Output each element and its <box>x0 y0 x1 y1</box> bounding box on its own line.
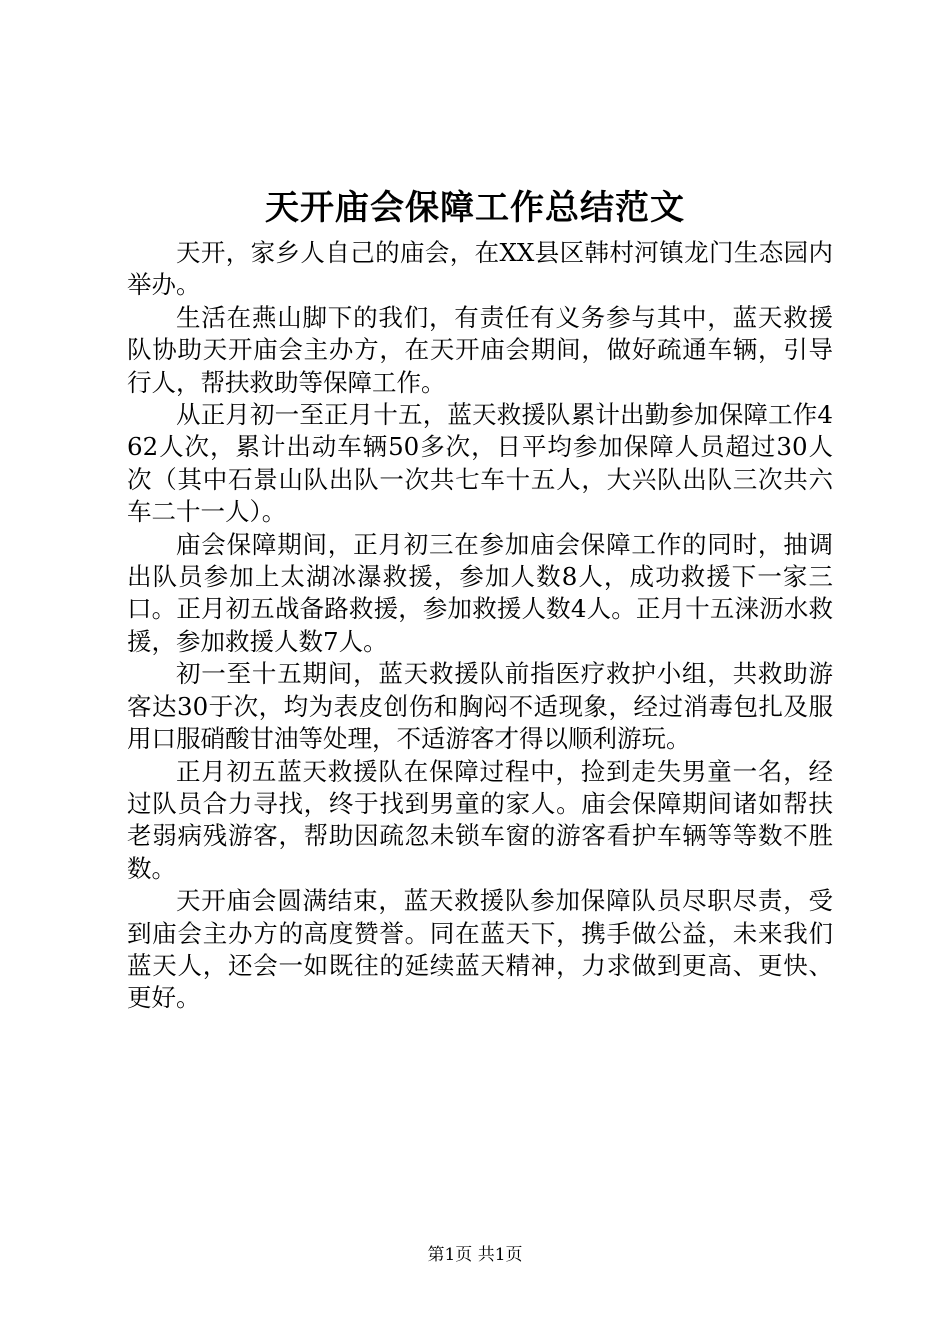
paragraph-2: 生活在燕山脚下的我们，有责任有义务参与其中，蓝天救援队协助天开庙会主办方，在天开庙会期间，做好疏通车辆，引导行人，帮扶救助等保障工作。 <box>127 302 833 397</box>
paragraph-4: 庙会保障期间，正月初三在参加庙会保障工作的同时，抽调出队员参加上太湖冰瀑救援，参加人数8人，成功救援下一家三口。正月初五战备路救援，参加救援人数4人。正月十五涞沥水救援，参加救援人数7人。 <box>127 529 833 656</box>
paragraph-5: 初一至十五期间，蓝天救援队前指医疗救护小组，共救助游客达30于次，均为表皮创伤和胸闷不适现象，经过消毒包扎及服用口服硝酸甘油等处理，不适游客才得以顺利游玩。 <box>127 659 833 754</box>
paragraph-7: 天开庙会圆满结束，蓝天救援队参加保障队员尽职尽责，受到庙会主办方的高度赞誉。同在蓝天下，携手做公益，未来我们蓝天人，还会一如既往的延续蓝天精神，力求做到更高、更快、更好。 <box>127 886 833 1013</box>
document-title: 天开庙会保障工作总结范文 <box>265 188 685 228</box>
page-number-footer: 第1页 共1页 <box>427 1245 523 1265</box>
paragraph-1: 天开，家乡人自己的庙会，在XX县区韩村河镇龙门生态园内举办。 <box>127 238 833 300</box>
document-body <box>127 237 833 1015</box>
paragraph-3: 从正月初一至正月十五，蓝天救援队累计出勤参加保障工作462人次，累计出动车辆50多次，日平均参加保障人员超过30人次（其中石景山队出队一次共七车十五人，大兴队出队三次共六车二十一人）。 <box>127 400 833 527</box>
paragraph-6: 正月初五蓝天救援队在保障过程中，捡到走失男童一名，经过队员合力寻找，终于找到男童的家人。庙会保障期间诸如帮扶老弱病残游客，帮助因疏忽未锁车窗的游客看护车辆等等数不胜数。 <box>127 756 833 883</box>
